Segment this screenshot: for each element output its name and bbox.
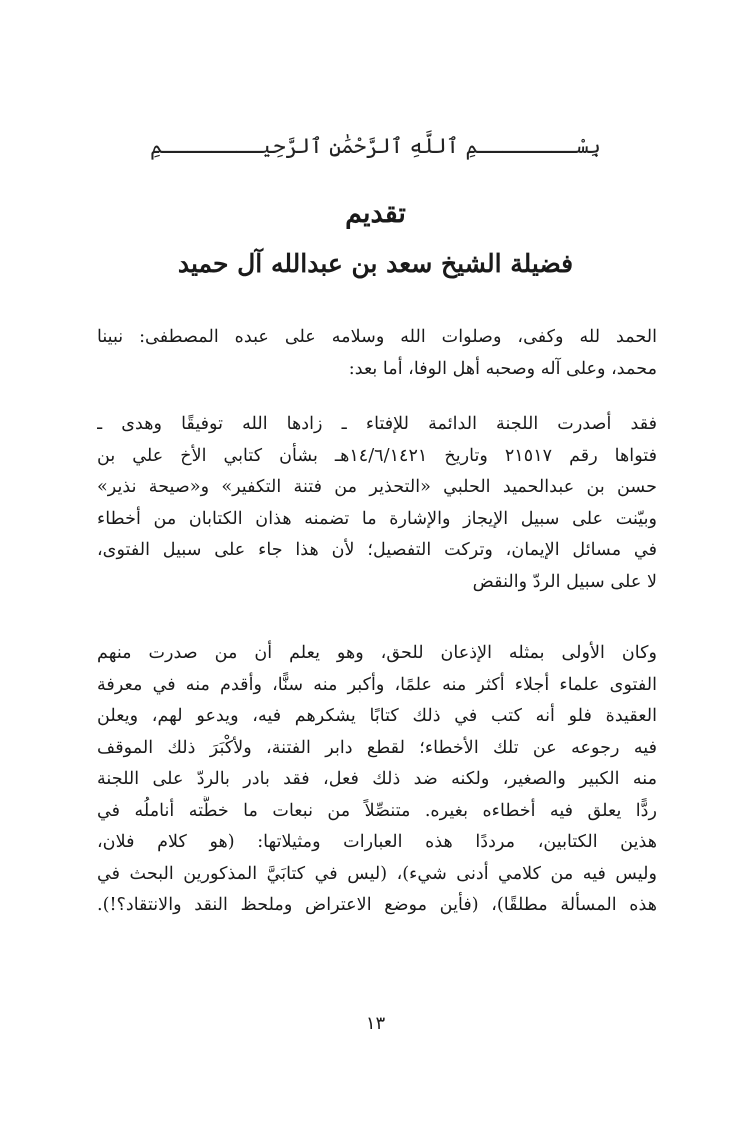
text-line: العقيدة فلو أنه كتب في ذلك كتابًا يشكرهم فيه، ويدعو لهم، ويعلن	[97, 706, 657, 726]
text-line: منه الكبير والصغير، ولكنه ضد ذلك فعل، فقد بادر بالردّ على اللجنة	[97, 769, 657, 789]
basmala-word: ٱللَّهِ	[409, 134, 459, 158]
basmala-word: ٱلرَّحْمَٰنِ	[329, 134, 403, 158]
paragraph-response	[97, 638, 657, 922]
page-number: ١٣	[365, 1013, 386, 1034]
text-line: فيه رجوعه عن تلك الأخطاء؛ لقطع دابر الفتنة، ولأكْبَرَ ذلك الموقف	[97, 737, 657, 758]
text-line: وكان الأولى بمثله الإذعان للحق، وهو يعلم أن من صدرت منهم	[97, 643, 657, 663]
text-line: هذين الكتابين، مرددًا هذه العبارات ومثيلاتها: (هو كلام فلان،	[97, 832, 657, 852]
text-line: وبيّنت على سبيل الإيجاز والإشارة ما تضمنه هذان الكتابان من أخطاء	[97, 508, 657, 529]
basmala-word: بِسْــــــــمِ	[465, 134, 601, 158]
paragraph-opening	[97, 322, 657, 385]
text-line: الفتوى علماء أجلاء أكثر منه علمًا، وأكبر منه سنًّا، وأقدم منه في معرفة	[97, 674, 657, 695]
text-line: حسن بن عبدالحميد الحلبي «التحذير من فتنة التكفير» و«صيحة نذير»	[97, 477, 657, 497]
text-line: فقد أصدرت اللجنة الدائمة للإفتاء ـ زادها الله توفيقًا وهدى ـ	[97, 414, 657, 434]
page-subtitle: فضيلة الشيخ سعد بن عبدالله آل حميد	[177, 249, 574, 278]
text-line: الحمد لله وكفى، وصلوات الله وسلامه على عبده المصطفى: نبينا	[97, 327, 657, 347]
page-title: تقديم	[345, 198, 406, 229]
text-line: محمد، وعلى آله وصحبه أهل الوفا، أما بعد:	[348, 358, 657, 379]
text-line: فتواها رقم ٢١٥١٧ وتاريخ ١٤/٦/١٤٢١هـ بشأن كتابي الأخ علي بن	[97, 445, 657, 466]
text-line: ردًّا يعلق فيه أخطاءه بغيره. متنصِّلاً من نبعات ما خطَّته أناملُه في	[97, 800, 657, 821]
text-line: لا على سبيل الردّ والنقض	[472, 571, 657, 592]
text-line: وليس فيه من كلامي أدنى شيء)، (ليس في كتابَيَّ المذكورين البحث في	[97, 863, 657, 884]
basmala-word: ٱلرَّحِيــــــــمِ	[150, 134, 323, 158]
text-line: هذه المسألة مطلقًا)، (فأين موضع الاعتراض وملحظ النقد والانتقاد؟!).	[97, 895, 657, 915]
text-line: في مسائل الإيمان، وتركت التفصيل؛ لأن هذا جاء على سبيل الفتوى،	[97, 540, 657, 560]
paragraph-fatwa	[97, 409, 657, 598]
basmala-heading	[0, 134, 751, 158]
